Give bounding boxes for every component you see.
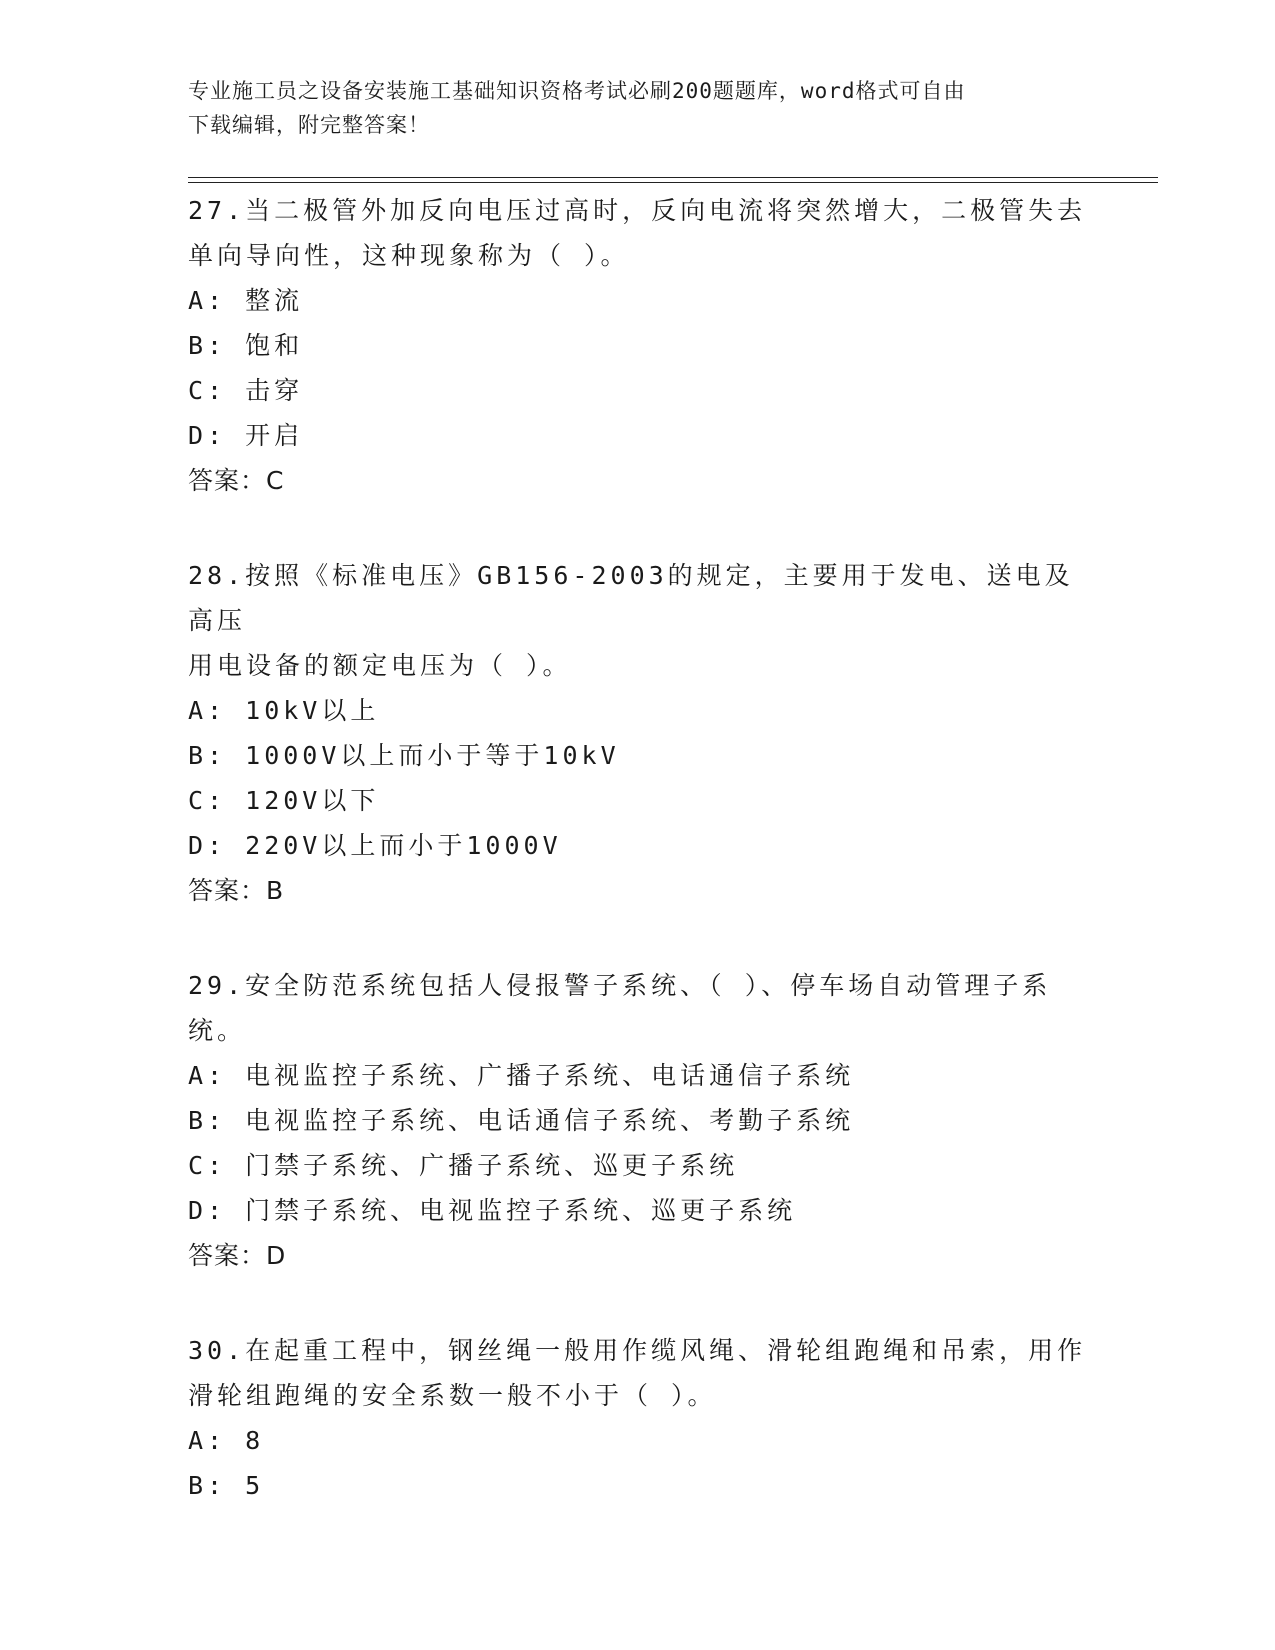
question-text [188,188,1088,278]
question-28 [188,553,1088,913]
question-text-line: 28.按照《标准电压》GB156-2003的规定，主要用于发电、送电及高压 [188,561,1074,635]
question-text [188,963,1088,1053]
option-c: C: 门禁子系统、广播子系统、巡更子系统 [188,1151,739,1180]
question-text-line: 统。 [188,1016,247,1045]
question-text-line: 滑轮组跑绳的安全系数一般不小于（ ）。 [188,1381,717,1410]
option-d: D: 门禁子系统、电视监控子系统、巡更子系统 [188,1196,797,1225]
question-29 [188,963,1088,1278]
option-d: D: 开启 [188,421,304,450]
option-c: C: 120V以下 [188,786,380,815]
question-text [188,1328,1088,1418]
question-text-line: 30.在起重工程中，钢丝绳一般用作缆风绳、滑轮组跑绳和吊索，用作 [188,1336,1087,1365]
header-divider-top [188,177,1158,178]
option-a: A: 整流 [188,286,304,315]
question-text [188,553,1088,688]
option-a: A: 8 [188,1426,265,1455]
question-text-line: 单向导向性，这种现象称为（ ）。 [188,241,630,270]
document-header [188,74,1088,142]
question-27 [188,188,1088,503]
answer-label: 答案：D [188,1241,287,1270]
question-text-line: 用电设备的额定电压为（ ）。 [188,651,572,680]
option-c: C: 击穿 [188,376,304,405]
question-30 [188,1328,1088,1508]
question-text-line: 27.当二极管外加反向电压过高时，反向电流将突然增大，二极管失去 [188,196,1087,225]
option-b: B: 1000V以上而小于等于10kV [188,741,620,770]
question-text-line: 29.安全防范系统包括人侵报警子系统、（ ）、停车场自动管理子系 [188,971,1052,1000]
answer-label: 答案：B [188,876,285,905]
option-d: D: 220V以上而小于1000V [188,831,562,860]
option-b: B: 饱和 [188,331,304,360]
header-line-1: 专业施工员之设备安装施工基础知识资格考试必刷200题题库，word格式可自由 [188,79,966,103]
question-list [188,188,1088,1558]
header-line-2: 下载编辑，附完整答案！ [188,113,430,137]
option-a: A: 10kV以上 [188,696,380,725]
answer-label: 答案：C [188,466,285,495]
option-b: B: 5 [188,1471,265,1500]
option-b: B: 电视监控子系统、电话通信子系统、考勤子系统 [188,1106,855,1135]
header-divider-bottom [188,182,1158,183]
option-a: A: 电视监控子系统、广播子系统、电话通信子系统 [188,1061,855,1090]
